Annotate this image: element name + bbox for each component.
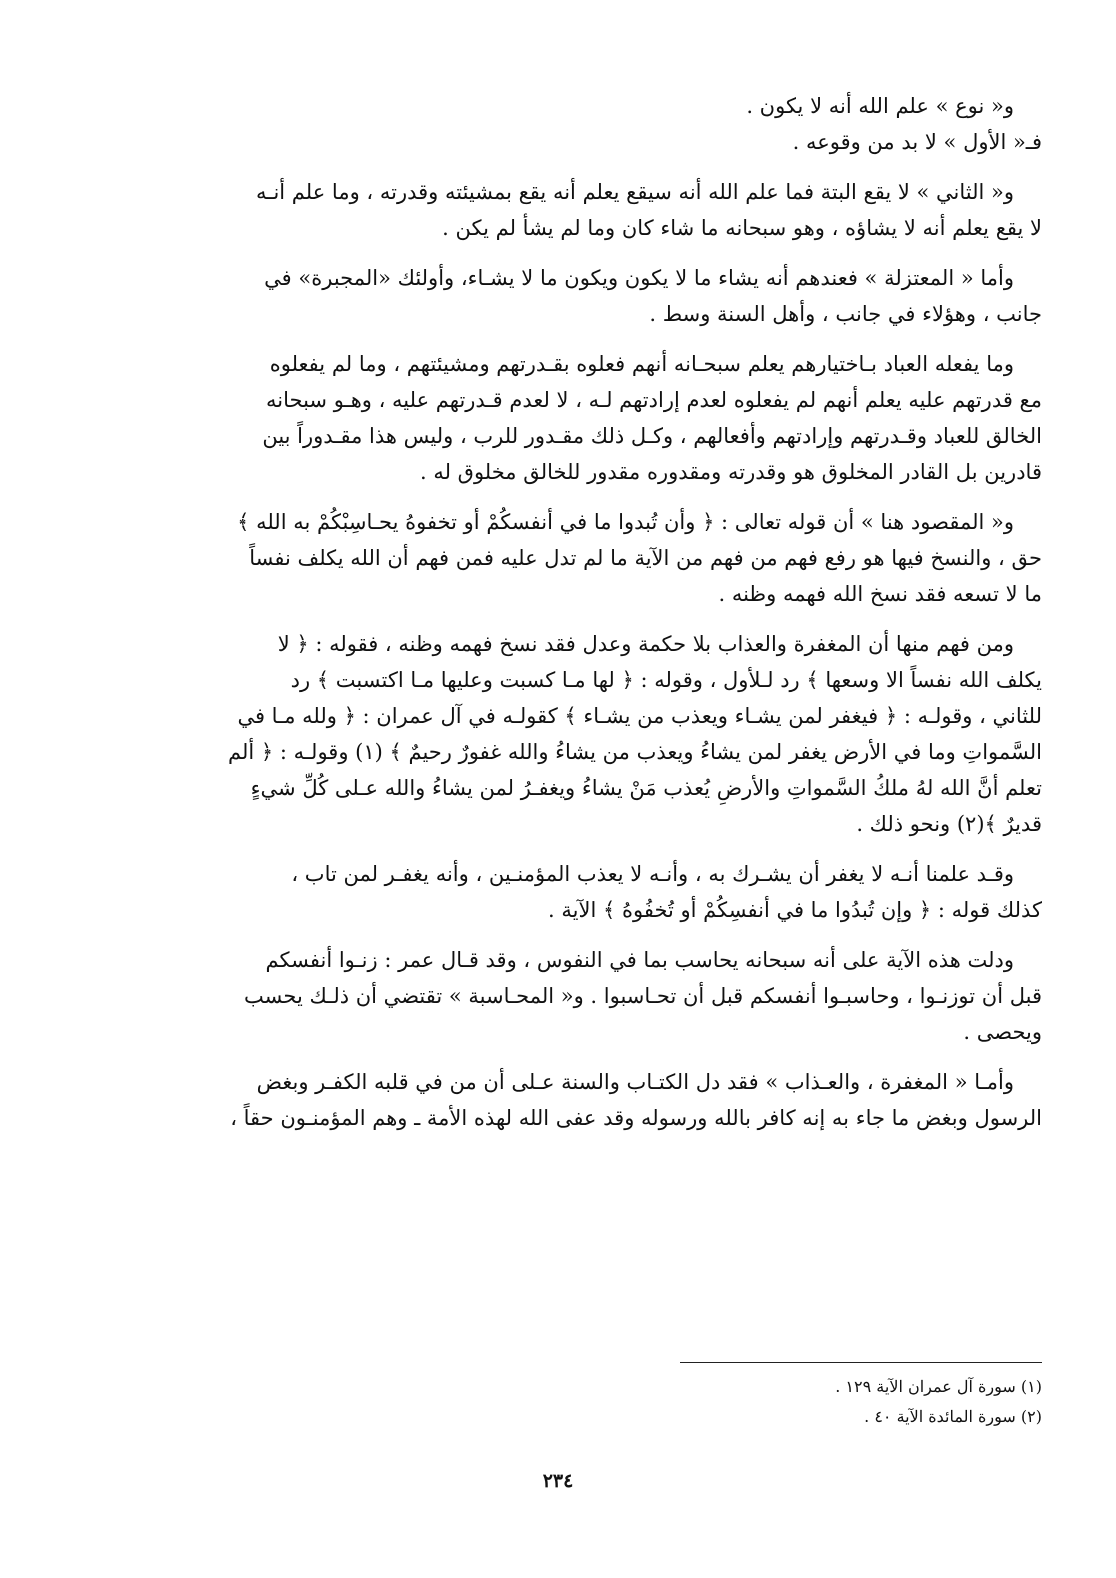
text-line: للثاني ، وقولـه : ﴿ فيغفر لمن يشـاء ويعذب من يشـاء ﴾ كقولـه في آل عمران : ﴿ ولله مـا في	[237, 704, 1042, 728]
text-line: الرسول وبغض ما جاء به إنه كافر بالله ورسوله وقد عفى الله لهذه الأمة ـ وهم المؤمنـون حقاً ،	[230, 1106, 1042, 1130]
text-line: قديرٌ ﴾(٢) ونحو ذلك .	[856, 812, 1042, 836]
footnote-divider	[680, 1362, 1042, 1363]
paragraph	[92, 346, 1042, 490]
paragraph	[92, 856, 1042, 928]
paragraph	[92, 260, 1042, 332]
text-line: ودلت هذه الآية على أنه سبحانه يحاسب بما في النفوس ، وقد قـال عمر : زنـوا أنفسكم	[265, 948, 1014, 972]
text-line: قادرين بل القادر المخلوق هو وقدرته ومقدوره مقدور للخالق مخلوق له .	[419, 460, 1042, 484]
paragraph	[92, 942, 1042, 1050]
footnote: (٢) سورة المائدة الآية ٤٠ .	[864, 1407, 1042, 1426]
page-number: ٢٣٤	[542, 1470, 574, 1492]
paragraph	[92, 626, 1042, 842]
paragraph	[92, 88, 1042, 160]
text-line: الخالق للعباد وقـدرتهم وإرادتهم وأفعالهم ، وكـل ذلك مقـدور للرب ، وليس هذا مقـدوراً بين	[262, 424, 1042, 448]
text-line: يكلف الله نفساً الا وسعها ﴾ رد لـلأول ، وقوله : ﴿ لها مـا كسبت وعليها مـا اكتسبت ﴾ رد	[290, 668, 1042, 692]
text-line: قبل أن توزنـوا ، وحاسبـوا أنفسكم قبل أن تحـاسبوا . و« المحـاسبة » تقتضي أن ذلـك يحسب	[244, 984, 1042, 1008]
text-line: تعلم أنَّ الله لهُ ملكُ السَّمواتِ والأرضِ يُعذب مَنْ يشاءُ ويغفـرُ لمن يشاءُ والله عـلى كُلِّ شيءٍ	[250, 776, 1042, 800]
text-line: مع قدرتهم عليه يعلم أنهم لم يفعلوه لعدم إرادتهم لـه ، لا لعدم قـدرتهم عليه ، وهـو سبحانه	[266, 388, 1042, 412]
text-line: وأما « المعتزلة » فعندهم أنه يشاء ما لا يكون ويكون ما لا يشـاء، وأولئك «المجبرة» في	[264, 266, 1014, 290]
text-line: السَّمواتِ وما في الأرض يغفر لمن يشاءُ ويعذب من يشاءُ والله غفورٌ رحيمٌ ﴾ (١) وقولـه : ﴿ ألم	[228, 740, 1042, 764]
footnote: (١) سورة آل عمران الآية ١٢٩ .	[835, 1377, 1042, 1396]
footnotes	[92, 1372, 1042, 1432]
text-line: لا يقع يعلم أنه لا يشاؤه ، وهو سبحانه ما شاء كان وما لم يشأ لم يكن .	[442, 216, 1042, 240]
text-line: وما يفعله العباد بـاختيارهم يعلم سبحـانه أنهم فعلوه بقـدرتهم ومشيئتهم ، وما لم يفعلوه	[269, 352, 1014, 376]
text-line: وأمـا « المغفرة ، والعـذاب » فقد دل الكتـاب والسنة عـلى أن من في قلبه الكفـر وبغض	[256, 1070, 1014, 1094]
text-line: و« المقصود هنا » أن قوله تعالى : ﴿ وأن تُبدوا ما في أنفسكُمْ أو تخفوهُ يحـاسِبْكُمْ به الله ﴾	[237, 510, 1014, 534]
text-line: و« الثاني » لا يقع البتة فما علم الله أنه سيقع يعلم أنه يقع بمشيئته وقدرته ، وما علم أنـه	[256, 180, 1014, 204]
body-text	[92, 88, 1042, 1150]
paragraph	[92, 1064, 1042, 1136]
text-line: ما لا تسعه فقد نسخ الله فهمه وظنه .	[718, 582, 1042, 606]
text-line: و« نوع » علم الله أنه لا يكون .	[746, 94, 1014, 118]
text-line: حق ، والنسخ فيها هو رفع فهم من فهم من الآية ما لم تدل عليه فمن فهم أن الله يكلف نفساً	[249, 546, 1042, 570]
text-line: جانب ، وهؤلاء في جانب ، وأهل السنة وسط .	[649, 302, 1042, 326]
paragraph	[92, 174, 1042, 246]
text-line: وقـد علمنا أنـه لا يغفر أن يشـرك به ، وأنـه لا يعذب المؤمنـين ، وأنه يغفـر لمن تاب ،	[291, 862, 1014, 886]
text-line: ويحصى .	[963, 1020, 1042, 1044]
paragraph	[92, 504, 1042, 612]
text-line: كذلك قوله : ﴿ وإن تُبدُوا ما في أنفسِكُمْ أو تُخفُوهُ ﴾ الآية .	[548, 898, 1042, 922]
text-line: فـ« الأول » لا بد من وقوعه .	[792, 130, 1042, 154]
text-line: ومن فهم منها أن المغفرة والعذاب بلا حكمة وعدل فقد نسخ فهمه وظنه ، فقوله : ﴿ لا	[277, 632, 1014, 656]
